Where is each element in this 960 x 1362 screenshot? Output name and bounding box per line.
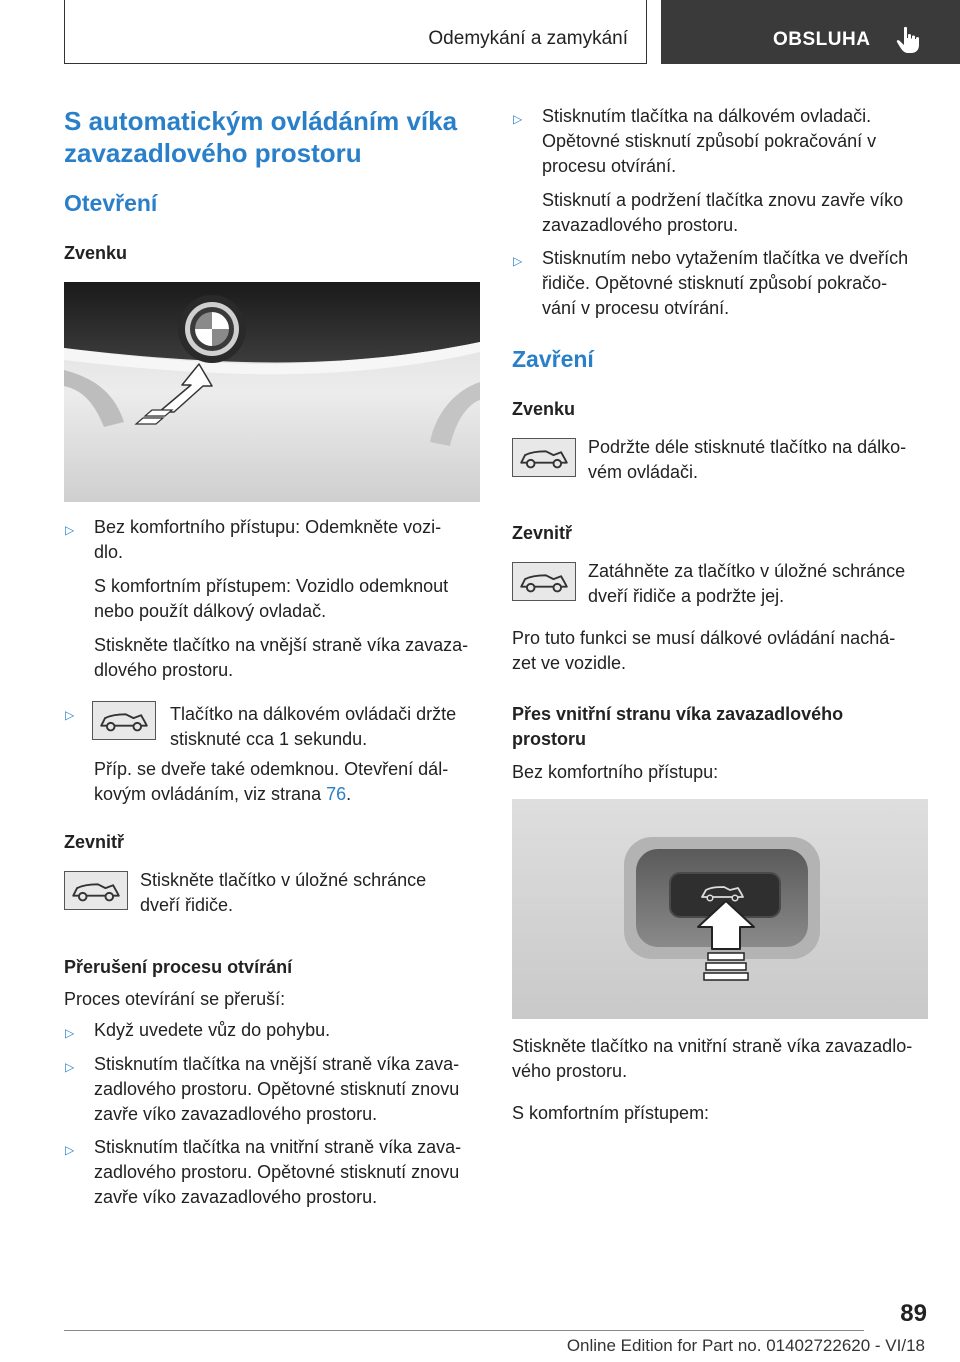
interrupt-item2-line1: Stisknutím tlačítka na vnější straně víka zava- <box>94 1054 460 1074</box>
open-outside-step2-para2-text: kovým ovládáním, viz strana <box>94 784 322 804</box>
bullet-marker-2: ▷ <box>65 708 75 722</box>
interrupt-item5-line2: řidiče. Opětovné stisknutí způsobí pokračo- <box>542 273 888 293</box>
heading-open-outside: Zvenku <box>64 243 128 263</box>
tailgate-car-icon <box>512 438 576 477</box>
interrupt-item5-line1: Stisknutím nebo vytažením tlačítka ve dveřích <box>542 248 909 268</box>
heading-via-inner-side-line2: prostoru <box>512 729 586 749</box>
bullet-marker-3: ▷ <box>65 1026 75 1040</box>
bullet-marker-6: ▷ <box>513 112 523 126</box>
open-inside-line2: dveří řidiče. <box>140 895 234 915</box>
interrupt-item3-line1: Stisknutím tlačítka na vnitřní straně víka zava- <box>94 1137 462 1157</box>
header-chapter-tab[interactable] <box>661 0 960 64</box>
open-outside-step1-line2: dlo. <box>94 542 124 562</box>
heading-interrupt: Přerušení procesu otvírání <box>64 957 293 977</box>
open-outside-step2-para2-line1: Příp. se dveře také odemknou. Otevření dál- <box>94 759 449 779</box>
interrupt-item4-line3: procesu otvírání. <box>542 156 677 176</box>
tailgate-button-photo <box>64 282 480 502</box>
bullet-marker-4: ▷ <box>65 1060 75 1074</box>
bullet-marker-5: ▷ <box>65 1143 75 1157</box>
with-comfort-access-label: S komfortním přístupem: <box>512 1103 710 1123</box>
tailgate-car-icon <box>64 871 128 910</box>
tailgate-car-icon <box>92 701 156 740</box>
interrupt-item4-line2: Opětovné stisknutí způsobí pokračování v <box>542 131 877 151</box>
press-inner-button-line1: Stiskněte tlačítko na vnitřní straně víka zavazadlo- <box>512 1036 913 1056</box>
heading-open-inside: Zevnitř <box>64 832 125 852</box>
close-outside-line2: vém ovládači. <box>588 462 699 482</box>
interrupt-item4-para2-line2: zavazadlového prostoru. <box>542 215 739 235</box>
open-inside-line1: Stiskněte tlačítko v úložné schránce <box>140 870 427 890</box>
interrupt-intro: Proces otevírání se přeruší: <box>64 989 286 1009</box>
footer-edition: Online Edition for Part no. 01402722620 - VI/18 <box>566 1336 925 1355</box>
pointing-hand-icon <box>895 26 921 54</box>
footer-divider <box>64 1330 864 1331</box>
header-section-title: Odemykání a zamykání <box>428 28 628 49</box>
section-title-line2: zavazadlového prostoru <box>64 138 362 168</box>
press-inner-button-line2: vého prostoru. <box>512 1061 628 1081</box>
heading-open: Otevření <box>64 190 158 216</box>
heading-close-outside: Zvenku <box>512 399 576 419</box>
bullet-marker-7: ▷ <box>513 254 523 268</box>
heading-via-inner-side-line1: Přes vnitřní stranu víka zavazadlového <box>512 704 844 724</box>
close-outside-line1: Podržte déle stisknuté tlačítko na dálko- <box>588 437 907 457</box>
interrupt-item3-line3: zavře víko zavazadlového prostoru. <box>94 1187 378 1207</box>
interrupt-item1: Když uvedete vůz do pohybu. <box>94 1020 331 1040</box>
page-reference-link[interactable]: 76 <box>326 784 347 804</box>
close-inside-line2: dveří řidiče a podržte jej. <box>588 586 785 606</box>
heading-close: Zavření <box>512 346 594 372</box>
close-note-line2: zet ve vozidle. <box>512 653 627 673</box>
tailgate-car-icon <box>512 562 576 601</box>
close-note-line1: Pro tuto funkci se musí dálkové ovládání nachá- <box>512 628 896 648</box>
open-outside-step2-line1: Tlačítko na dálkovém ovládači držte <box>170 704 457 724</box>
open-outside-step1-line1: Bez komfortního přístupu: Odemkněte vozi- <box>94 517 442 537</box>
open-outside-step2-para2-line2 <box>94 782 351 807</box>
header-section-box <box>64 0 647 64</box>
open-outside-step1-para2-line2: nebo použít dálkový ovladač. <box>94 601 327 621</box>
interrupt-item3-line2: zadlového prostoru. Opětovné stisknutí znovu <box>94 1162 460 1182</box>
interrupt-item4-line1: Stisknutím tlačítka na dálkovém ovladači. <box>542 106 872 126</box>
no-comfort-access-label: Bez komfortního přístupu: <box>512 762 719 782</box>
bullet-marker-1: ▷ <box>65 523 75 537</box>
open-outside-step2-line2: stisknuté cca 1 sekundu. <box>170 729 368 749</box>
open-outside-step2-period: . <box>346 784 352 804</box>
open-outside-step1-para3-line1: Stiskněte tlačítko na vnější straně víka zavaza- <box>94 635 469 655</box>
interrupt-item4-para2-line1: Stisknutí a podržení tlačítka znovu zavře víko <box>542 190 904 210</box>
page-number: 89 <box>900 1300 927 1327</box>
close-inside-line1: Zatáhněte za tlačítko v úložné schránce <box>588 561 906 581</box>
open-outside-step1-para3-line2: dlového prostoru. <box>94 660 234 680</box>
heading-close-inside: Zevnitř <box>512 523 573 543</box>
interrupt-item2-line3: zavře víko zavazadlového prostoru. <box>94 1104 378 1124</box>
header-chapter-label: OBSLUHA <box>773 29 871 50</box>
open-outside-step1-para2-line1: S komfortním přístupem: Vozidlo odemknout <box>94 576 449 596</box>
interrupt-item5-line3: vání v procesu otvírání. <box>542 298 730 318</box>
section-title-line1: S automatickým ovládáním víka <box>64 106 458 136</box>
inner-tailgate-button-photo <box>512 799 928 1019</box>
interrupt-item2-line2: zadlového prostoru. Opětovné stisknutí znovu <box>94 1079 460 1099</box>
